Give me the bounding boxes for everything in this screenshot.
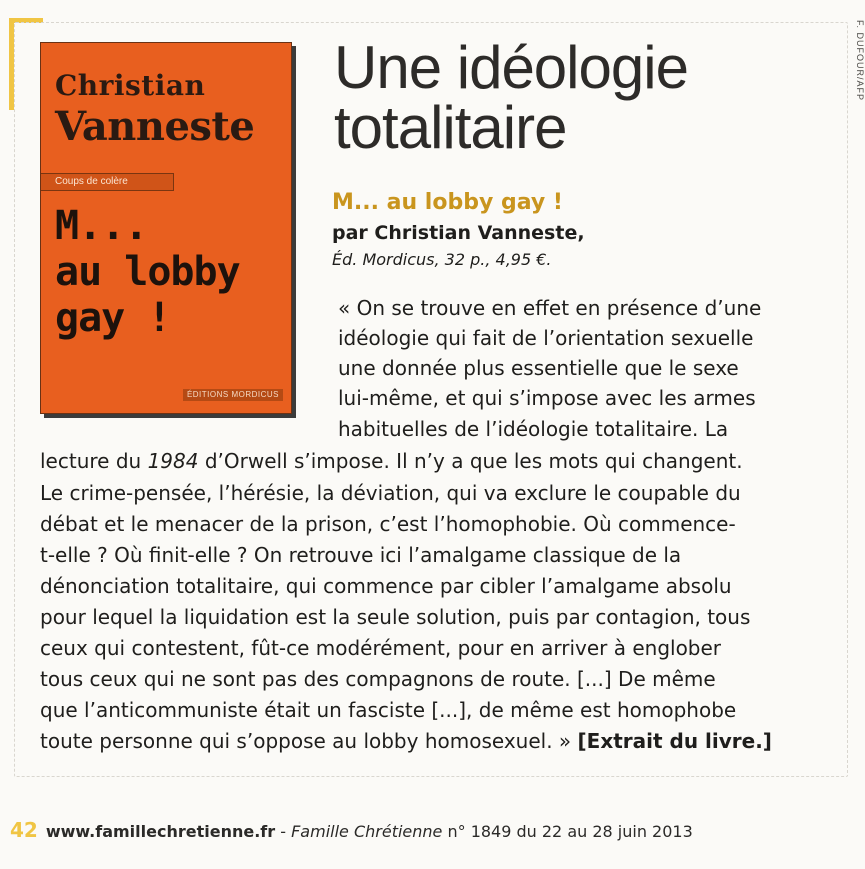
quote-line: une donnée plus essentielle que le sexe: [338, 356, 739, 380]
article-headline: [334, 34, 804, 161]
page-footer: [10, 818, 693, 842]
book-cover-title-line: M...: [55, 203, 148, 249]
website-link[interactable]: www.famillechretienne.fr: [45, 822, 276, 841]
book-cover-series: Coups de colère: [41, 173, 174, 191]
quote-text: lecture du: [40, 449, 148, 473]
quote-line: tous ceux qui ne sont pas des compagnons de route. [...] De même: [40, 667, 716, 691]
magazine-name: Famille Chrétienne: [291, 822, 443, 841]
quote-line: habituelles de l’idéologie totalitaire. La: [338, 417, 729, 441]
book-cover-title-line: gay !: [55, 295, 171, 341]
quote-line: que l’anticommuniste était un fasciste [...], de même est homophobe: [40, 698, 737, 722]
book-cover-author-last: Vanneste: [55, 103, 255, 150]
quote-line: t-elle ? Où finit-elle ? On retrouve ici l’amalgame classique de la: [40, 543, 682, 567]
headline-line: totalitaire: [334, 94, 567, 161]
quote-book-reference: 1984: [147, 449, 199, 473]
quote-line: Le crime-pensée, l’hérésie, la déviation, qui va exclure le coupable du: [40, 481, 741, 505]
issue-info: n° 1849 du 22 au 28 juin 2013: [442, 822, 693, 841]
quote-line: débat et le menacer de la prison, c’est l’homophobie. Où commence-: [40, 512, 736, 536]
book-author-byline: par Christian Vanneste,: [332, 222, 585, 244]
book-cover-publisher: ÉDITIONS MORDICUS: [183, 389, 283, 401]
book-cover-title-line: au lobby: [55, 249, 240, 295]
book-cover-author-first: Christian: [55, 69, 206, 102]
book-cover-image: [40, 42, 292, 414]
footer-separator: -: [275, 822, 292, 841]
quote-line: [40, 446, 743, 476]
quote-line: dénonciation totalitaire, qui commence par cibler l’amalgame absolu: [40, 574, 732, 598]
quote-text: d’Orwell s’impose. Il n’y a que les mots qui changent.: [198, 449, 743, 473]
page-number: 42: [10, 818, 38, 842]
quote-line: idéologie qui fait de l’orientation sexuelle: [338, 326, 754, 350]
book-title: M... au lobby gay !: [332, 190, 563, 215]
quote-line: ceux qui contestent, fût-ce modérément, pour en arriver à englober: [40, 636, 722, 660]
quote-line: « On se trouve en effet en présence d’une: [338, 296, 762, 320]
quote-source: [Extrait du livre.]: [577, 729, 772, 753]
quote-text: toute personne qui s’oppose au lobby homosexuel. »: [40, 729, 578, 753]
quote-line: pour lequel la liquidation est la seule solution, puis par contagion, tous: [40, 605, 751, 629]
quote-line: lui-même, et qui s’impose avec les armes: [338, 386, 756, 410]
book-cover-title: [55, 203, 275, 341]
photo-credit: F. DUFOUR/AFP: [855, 20, 865, 102]
book-edition-info: Éd. Mordicus, 32 p., 4,95 €.: [332, 250, 552, 269]
headline-line: Une idéologie: [334, 34, 688, 101]
quote-line: [40, 726, 772, 756]
